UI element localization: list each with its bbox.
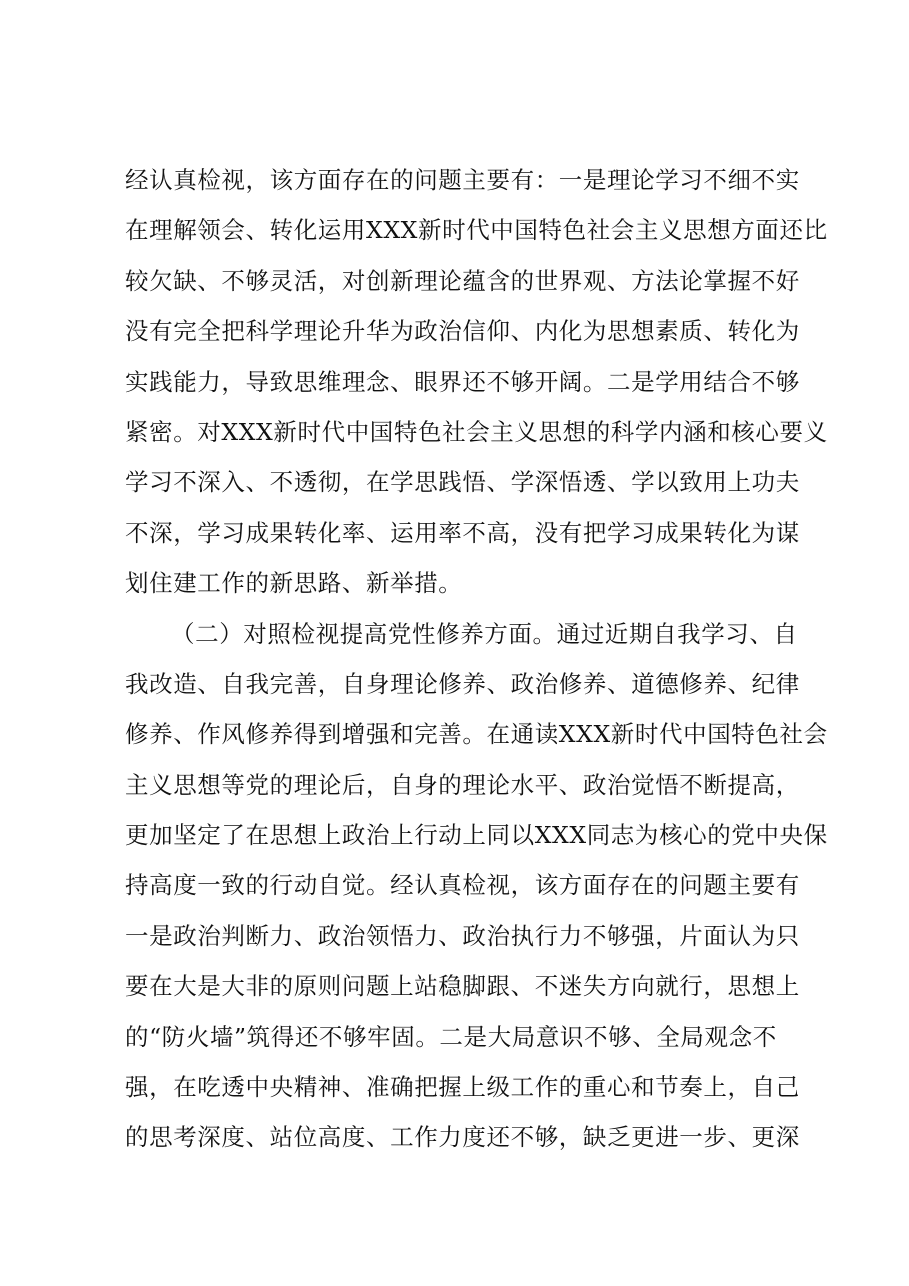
text-line: 修养、作风修养得到增强和完善。在通读XXX新时代中国特色社会 — [125, 720, 828, 749]
text-line: 我改造、自我完善，自身理论修养、政治修养、道德修养、纪律 — [125, 669, 800, 698]
text-line: 紧密。对XXX新时代中国特色社会主义思想的科学内涵和核心要义 — [125, 417, 828, 446]
text-line: 主义思想等党的理论后，自身的理论水平、政治觉悟不断提高， — [125, 770, 800, 799]
body-text — [125, 155, 828, 1163]
text-line: 要在大是大非的原则问题上站稳脚跟、不迷失方向就行，思想上 — [125, 972, 800, 1001]
text-line: 学习不深入、不透彻，在学思践悟、学深悟透、学以致用上功夫 — [125, 468, 800, 497]
text-line: 的思考深度、站位高度、工作力度还不够，缺乏更进一步、更深 — [125, 1123, 800, 1152]
text-line: 持高度一致的行动自觉。经认真检视，该方面存在的问题主要有 — [125, 871, 800, 900]
text-line: 的“防火墙”筑得还不够牢固。二是大局意识不够、全局观念不 — [125, 1022, 777, 1051]
section-heading-line: （二）对照检视提高党性修养方面。通过近期自我学习、自 — [171, 619, 798, 648]
text-line: 更加坚定了在思想上政治上行动上同以XXX同志为核心的党中央保 — [125, 821, 828, 850]
text-line: 一是政治判断力、政治领悟力、政治执行力不够强，片面认为只 — [125, 921, 800, 950]
text-line: 强，在吃透中央精神、准确把握上级工作的重心和节奏上，自己 — [125, 1073, 800, 1102]
text-line: 经认真检视，该方面存在的问题主要有：一是理论学习不细不实 — [125, 166, 800, 194]
text-line: 在理解领会、转化运用XXX新时代中国特色社会主义思想方面还比 — [125, 216, 828, 245]
text-line: 不深，学习成果转化率、运用率不高，没有把学习成果转化为谋 — [125, 518, 800, 547]
text-line: 没有完全把科学理论升华为政治信仰、内化为思想素质、转化为 — [125, 317, 800, 346]
text-line: 较欠缺、不够灵活，对创新理论蕴含的世界观、方法论掌握不好 — [125, 266, 800, 295]
text-line: 实践能力，导致思维理念、眼界还不够开阔。二是学用结合不够 — [125, 367, 800, 396]
text-line: 划住建工作的新思路、新举措。 — [125, 569, 463, 598]
